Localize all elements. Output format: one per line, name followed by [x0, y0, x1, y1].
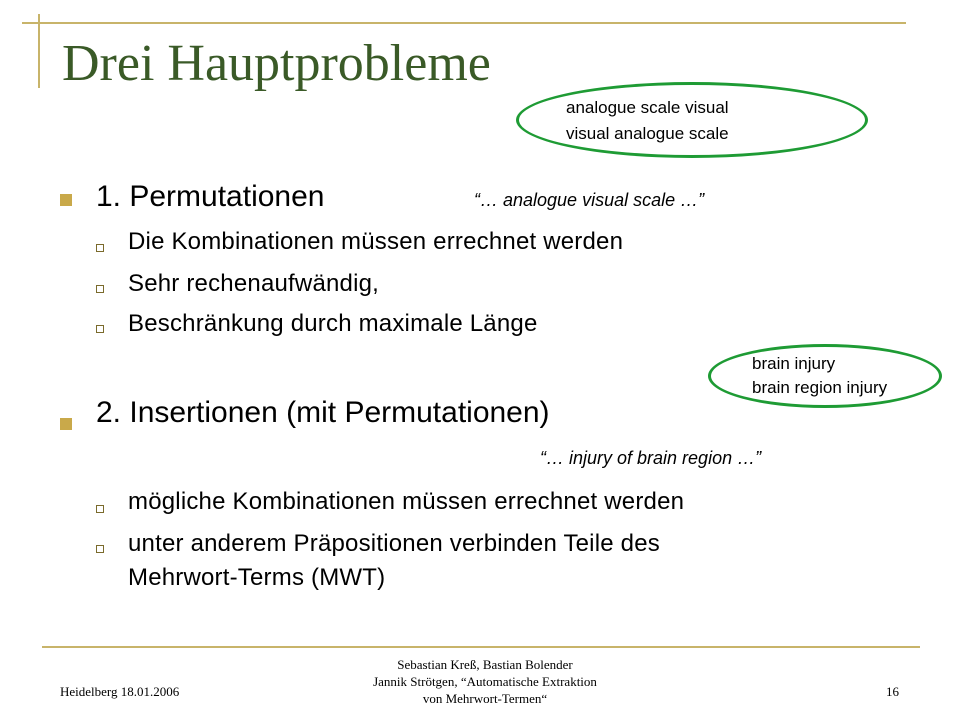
- left-rule: [38, 14, 40, 88]
- section-2-item-3: Mehrwort-Terms (MWT): [128, 564, 386, 591]
- footer-rule: [42, 646, 920, 648]
- sub-bullet-1-2: [96, 285, 104, 293]
- callout-2-line-1: brain injury: [752, 354, 836, 373]
- section-2-heading: 2. Insertionen (mit Permutationen): [96, 396, 550, 429]
- bullet-2: [60, 418, 72, 430]
- footer-center-line-3: von Mehrwort-Termen“: [422, 691, 548, 706]
- top-rule: [22, 22, 906, 24]
- section-1-heading: 1. Permutationen: [96, 180, 325, 213]
- section-1-item-3: Beschränkung durch maximale Länge: [128, 310, 538, 337]
- section-2-item-2: unter anderem Präpositionen verbinden Teile des: [128, 530, 660, 557]
- bullet-1: [60, 194, 72, 206]
- footer-left: Heidelberg 18.01.2006: [60, 684, 180, 699]
- section-1-quote: “… analogue visual scale …”: [474, 190, 705, 210]
- footer-center-line-1: Sebastian Kreß, Bastian Bolender: [397, 657, 573, 672]
- footer-page-number: 16: [886, 684, 899, 699]
- sub-bullet-1-3: [96, 325, 104, 333]
- callout-1-line-2: visual analogue scale: [566, 124, 729, 143]
- section-1-item-1: Die Kombinationen müssen errechnet werden: [128, 228, 624, 255]
- section-2-quote: “… injury of brain region …”: [540, 448, 762, 468]
- callout-2-line-2: brain region injury: [752, 378, 888, 397]
- callout-ellipse-1: [516, 82, 868, 158]
- callout-1-line-1: analogue scale visual: [566, 98, 729, 117]
- footer-center-line-2: Jannik Strötgen, “Automatische Extraktion: [373, 674, 597, 689]
- sub-bullet-2-2: [96, 545, 104, 553]
- sub-bullet-1-1: [96, 244, 104, 252]
- section-2-item-1: mögliche Kombinationen müssen errechnet werden: [128, 488, 685, 515]
- section-1-item-2: Sehr rechenaufwändig,: [128, 270, 380, 297]
- slide-title: Drei Hauptprobleme: [62, 35, 491, 92]
- footer-center: [330, 656, 640, 707]
- sub-bullet-2-1: [96, 505, 104, 513]
